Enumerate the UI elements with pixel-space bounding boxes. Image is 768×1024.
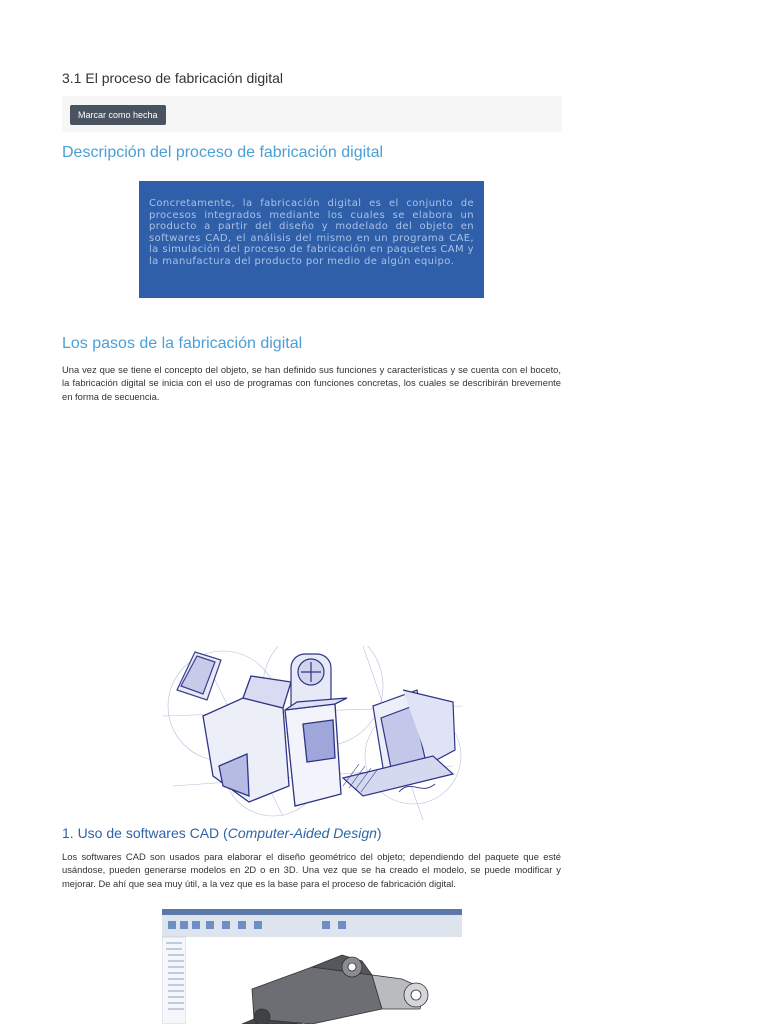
cad-heading-prefix: 1. Uso de softwares CAD (: [62, 825, 228, 841]
steps-paragraph-text: Una vez que se tiene el concepto del objeto, se han definido sus funciones y características y se cuenta con el boceto, la fabricación digital se inicia con el uso de programas con funciones concretas, los cuales se describirán brevemente en forma de secuencia.: [62, 364, 561, 402]
definition-text: Concretamente, la fabricación digital es el conjunto de procesos integrados mediante los cuales se elabora un producto a partir del diseño y modelado del objeto en softwares CAD, el análisis del mismo en un programa CAE, la simulación del proceso de fabricación en paquetes CAM y la manufactura del producto por medio de algún equipo.: [149, 198, 474, 267]
steps-heading: Los pasos de la fabricación digital: [62, 335, 303, 352]
steps-paragraph: [62, 363, 561, 403]
cad-paragraph-text: Los softwares CAD son usados para elaborar el diseño geométrico del objeto; dependiendo del paquete que esté usándose, pueden generarse modelos en 2D o en 3D. Una vez que se ha creado el modelo, se puede modificar y mejorar. De ahí que sea muy útil, a la vez que es la base para el proceso de fabricación digital.: [62, 851, 561, 889]
description-heading: Descripción del proceso de fabricación digital: [62, 144, 384, 161]
cad-heading: [62, 825, 382, 841]
mark-done-bar: [62, 96, 562, 132]
page-title: 3.1 El proceso de fabricación digital: [62, 70, 284, 86]
mark-done-button[interactable]: Marcar como hecha: [70, 105, 166, 125]
cad-paragraph: [62, 850, 561, 890]
definition-box: [139, 181, 484, 298]
cad-heading-suffix: ): [376, 825, 382, 841]
product-sketch-image: [163, 646, 463, 820]
cad-software-screenshot: [162, 909, 462, 1024]
cad-heading-italic: Computer-Aided Design: [227, 825, 377, 841]
